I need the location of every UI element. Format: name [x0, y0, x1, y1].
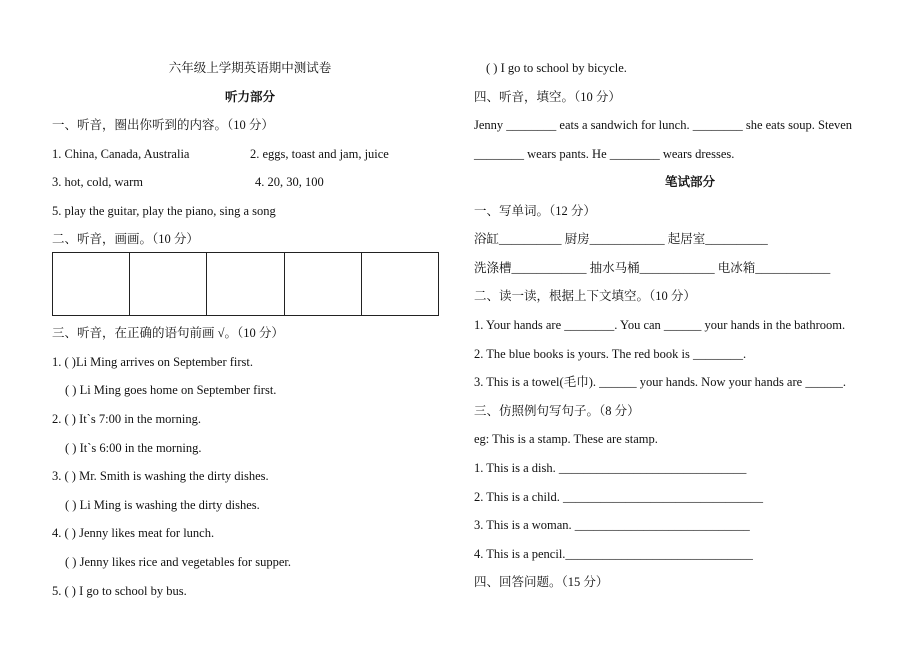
w1-row-2: 洗涤槽____________ 抽水马桶____________ 电冰箱____________ [474, 261, 831, 275]
drawing-cell[interactable] [207, 253, 284, 315]
q3-heading: 三、听音，在正确的语句前画 √。（10 分） [52, 326, 284, 340]
w3-item: 3. This is a woman. ____________________________ [474, 518, 750, 532]
drawing-cell[interactable] [53, 253, 130, 315]
q3-item: ( ) Li Ming goes home on September first. [65, 383, 277, 397]
q3-item: ( ) Li Ming is washing the dirty dishes. [65, 498, 260, 512]
q3-item: ( ) It`s 6:00 in the morning. [65, 441, 202, 455]
w2-heading: 二、读一读，根据上下文填空。（10 分） [474, 289, 696, 303]
q3-item: ( ) Jenny likes rice and vegetables for supper. [65, 555, 291, 569]
q1-heading: 一、听音，圈出你听到的内容。（10 分） [52, 118, 274, 132]
q1-item-5: 5. play the guitar, play the piano, sing a song [52, 204, 276, 218]
drawing-cell[interactable] [362, 253, 438, 315]
written-section-title: 笔试部分 [664, 175, 715, 189]
w3-item: 4. This is a pencil.______________________________ [474, 547, 753, 561]
q3-item: 5. ( ) I go to school by bus. [52, 584, 187, 598]
q4-line-2: ________ wears pants. He ________ wears dresses. [474, 147, 735, 161]
q4-line-1: Jenny ________ eats a sandwich for lunch. ________ she eats soup. Steven [474, 118, 853, 132]
q3-item: 4. ( ) Jenny likes meat for lunch. [52, 526, 215, 540]
w3-item: 2. This is a child. ________________________________ [474, 490, 764, 504]
drawing-cell[interactable] [130, 253, 207, 315]
w3-example: eg: This is a stamp. These are stamp. [474, 432, 658, 446]
exam-title: 六年级上学期英语期中测试卷 [168, 61, 332, 75]
w3-item: 1. This is a dish. ______________________________ [474, 461, 747, 475]
q1-item-1: 1. China, Canada, Australia [52, 147, 190, 161]
q1-item-4: 4. 20, 30, 100 [255, 175, 324, 189]
drawing-cell[interactable] [285, 253, 362, 315]
q3-item: 1. ( )Li Ming arrives on September first. [52, 355, 253, 369]
q1-item-2: 2. eggs, toast and jam, juice [250, 147, 389, 161]
w2-item: 2. The blue books is yours. The red book is ________. [474, 347, 747, 361]
w1-row-1: 浴缸__________ 厨房____________ 起居室__________ [474, 232, 768, 246]
listening-section-title: 听力部分 [224, 90, 275, 104]
q3-item: 3. ( ) Mr. Smith is washing the dirty dishes. [52, 469, 269, 483]
w2-item: 3. This is a towel(毛巾). ______ your hands. Now your hands are ______. [474, 375, 846, 389]
q3-item: 2. ( ) It`s 7:00 in the morning. [52, 412, 201, 426]
right-column [460, 0, 920, 650]
w1-heading: 一、写单词。（12 分） [474, 204, 596, 218]
q4-heading: 四、听音，填空。（10 分） [474, 90, 621, 104]
q1-item-3: 3. hot, cold, warm [52, 175, 143, 189]
drawing-grid [52, 252, 439, 316]
w4-heading: 四、回答问题。（15 分） [474, 575, 609, 589]
q2-heading: 二、听音，画画。（10 分） [52, 232, 199, 246]
q3-item-continued: ( ) I go to school by bicycle. [486, 61, 627, 75]
w3-heading: 三、仿照例句写句子。（8 分） [474, 404, 640, 418]
w2-item: 1. Your hands are ________. You can ______ your hands in the bathroom. [474, 318, 846, 332]
